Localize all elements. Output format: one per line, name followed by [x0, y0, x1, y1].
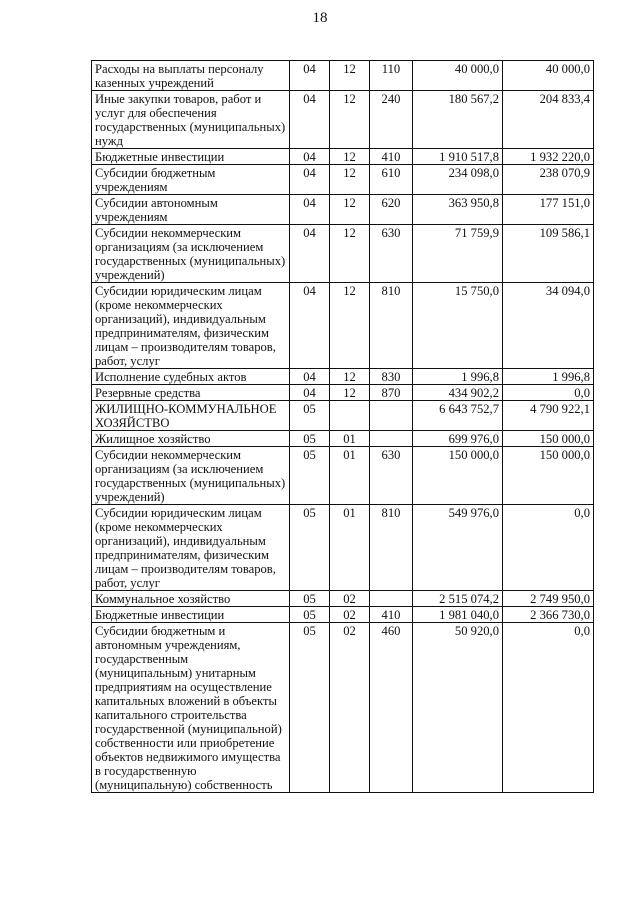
row-amount-1: 1 996,8 [413, 369, 503, 385]
row-amount-1: 1 981 040,0 [413, 607, 503, 623]
row-name: ЖИЛИЩНО-КОММУНАЛЬНОЕ ХОЗЯЙСТВО [92, 401, 290, 431]
row-amount-2: 177 151,0 [503, 195, 594, 225]
row-amount-2: 0,0 [503, 623, 594, 793]
row-name: Субсидии бюджетным и автономным учреждениям, государственным (муниципальным) унитарным предприятиям на осуществление капитальных вложений в объекты капитального строительства государственной (муниципальной) собственности или приобретение объектов недвижимого имущества в государственную (муниципальную) собственность [92, 623, 290, 793]
row-name: Субсидии юридическим лицам (кроме некоммерческих организаций), индивидуальным предпринимателям, физическим лицам – производителям товаров, работ, услуг [92, 283, 290, 369]
row-section: 04 [290, 91, 330, 149]
row-amount-2: 0,0 [503, 505, 594, 591]
row-name: Коммунальное хозяйство [92, 591, 290, 607]
row-subsection: 12 [330, 149, 370, 165]
row-name: Субсидии некоммерческим организациям (за исключением государственных (муниципальных) учреждений) [92, 447, 290, 505]
budget-table-body [92, 61, 594, 793]
row-name: Субсидии бюджетным учреждениям [92, 165, 290, 195]
row-expense-type [370, 431, 413, 447]
row-subsection: 12 [330, 61, 370, 91]
row-subsection: 12 [330, 165, 370, 195]
budget-table [91, 60, 594, 793]
row-section: 04 [290, 225, 330, 283]
row-amount-2: 40 000,0 [503, 61, 594, 91]
table-row [92, 385, 594, 401]
row-subsection: 01 [330, 431, 370, 447]
page-number: 18 [312, 10, 328, 26]
row-expense-type [370, 401, 413, 431]
row-name: Исполнение судебных актов [92, 369, 290, 385]
row-section: 04 [290, 385, 330, 401]
row-section: 05 [290, 431, 330, 447]
row-amount-1: 180 567,2 [413, 91, 503, 149]
row-name: Иные закупки товаров, работ и услуг для обеспечения государственных (муниципальных) нужд [92, 91, 290, 149]
row-section: 04 [290, 149, 330, 165]
row-amount-1: 6 643 752,7 [413, 401, 503, 431]
row-section: 04 [290, 61, 330, 91]
row-amount-1: 150 000,0 [413, 447, 503, 505]
row-name: Расходы на выплаты персоналу казенных учреждений [92, 61, 290, 91]
row-amount-1: 363 950,8 [413, 195, 503, 225]
row-amount-1: 234 098,0 [413, 165, 503, 195]
row-expense-type [370, 591, 413, 607]
table-row [92, 149, 594, 165]
row-amount-2: 150 000,0 [503, 431, 594, 447]
table-row [92, 369, 594, 385]
row-amount-2: 238 070,9 [503, 165, 594, 195]
table-row [92, 401, 594, 431]
row-amount-1: 50 920,0 [413, 623, 503, 793]
row-name: Бюджетные инвестиции [92, 607, 290, 623]
table-row [92, 91, 594, 149]
row-amount-2: 2 366 730,0 [503, 607, 594, 623]
row-subsection: 12 [330, 91, 370, 149]
row-name: Бюджетные инвестиции [92, 149, 290, 165]
row-section: 04 [290, 195, 330, 225]
table-row [92, 623, 594, 793]
row-name: Субсидии некоммерческим организациям (за исключением государственных (муниципальных) учреждений) [92, 225, 290, 283]
row-section: 05 [290, 447, 330, 505]
row-expense-type: 410 [370, 149, 413, 165]
row-expense-type: 870 [370, 385, 413, 401]
row-amount-1: 1 910 517,8 [413, 149, 503, 165]
row-amount-2: 1 996,8 [503, 369, 594, 385]
row-name: Субсидии автономным учреждениям [92, 195, 290, 225]
row-subsection: 12 [330, 283, 370, 369]
row-subsection [330, 401, 370, 431]
row-expense-type: 810 [370, 283, 413, 369]
row-subsection: 12 [330, 225, 370, 283]
row-name: Субсидии юридическим лицам (кроме некоммерческих организаций), индивидуальным предпринимателям, физическим лицам – производителям товаров, работ, услуг [92, 505, 290, 591]
table-row [92, 447, 594, 505]
table-row [92, 591, 594, 607]
row-amount-2: 150 000,0 [503, 447, 594, 505]
row-subsection: 01 [330, 447, 370, 505]
row-amount-2: 2 749 950,0 [503, 591, 594, 607]
row-expense-type: 460 [370, 623, 413, 793]
row-section: 05 [290, 623, 330, 793]
table-row [92, 607, 594, 623]
row-amount-2: 109 586,1 [503, 225, 594, 283]
row-expense-type: 630 [370, 225, 413, 283]
table-row [92, 165, 594, 195]
row-section: 05 [290, 401, 330, 431]
row-amount-2: 1 932 220,0 [503, 149, 594, 165]
table-row [92, 505, 594, 591]
row-subsection: 12 [330, 195, 370, 225]
row-name: Жилищное хозяйство [92, 431, 290, 447]
row-section: 04 [290, 369, 330, 385]
table-row [92, 431, 594, 447]
row-amount-1: 40 000,0 [413, 61, 503, 91]
table-row [92, 195, 594, 225]
row-amount-2: 4 790 922,1 [503, 401, 594, 431]
row-expense-type: 410 [370, 607, 413, 623]
row-subsection: 12 [330, 385, 370, 401]
row-section: 04 [290, 283, 330, 369]
row-expense-type: 240 [370, 91, 413, 149]
row-section: 05 [290, 591, 330, 607]
row-section: 05 [290, 505, 330, 591]
row-amount-1: 15 750,0 [413, 283, 503, 369]
row-expense-type: 810 [370, 505, 413, 591]
row-expense-type: 830 [370, 369, 413, 385]
row-amount-1: 434 902,2 [413, 385, 503, 401]
row-section: 04 [290, 165, 330, 195]
row-subsection: 02 [330, 623, 370, 793]
table-row [92, 225, 594, 283]
row-amount-2: 204 833,4 [503, 91, 594, 149]
row-amount-1: 549 976,0 [413, 505, 503, 591]
row-subsection: 02 [330, 607, 370, 623]
table-row [92, 61, 594, 91]
row-subsection: 01 [330, 505, 370, 591]
row-subsection: 02 [330, 591, 370, 607]
row-section: 05 [290, 607, 330, 623]
table-row [92, 283, 594, 369]
row-expense-type: 620 [370, 195, 413, 225]
row-expense-type: 110 [370, 61, 413, 91]
row-name: Резервные средства [92, 385, 290, 401]
row-amount-2: 34 094,0 [503, 283, 594, 369]
row-expense-type: 630 [370, 447, 413, 505]
row-amount-1: 699 976,0 [413, 431, 503, 447]
row-amount-1: 71 759,9 [413, 225, 503, 283]
row-expense-type: 610 [370, 165, 413, 195]
row-amount-1: 2 515 074,2 [413, 591, 503, 607]
row-amount-2: 0,0 [503, 385, 594, 401]
row-subsection: 12 [330, 369, 370, 385]
